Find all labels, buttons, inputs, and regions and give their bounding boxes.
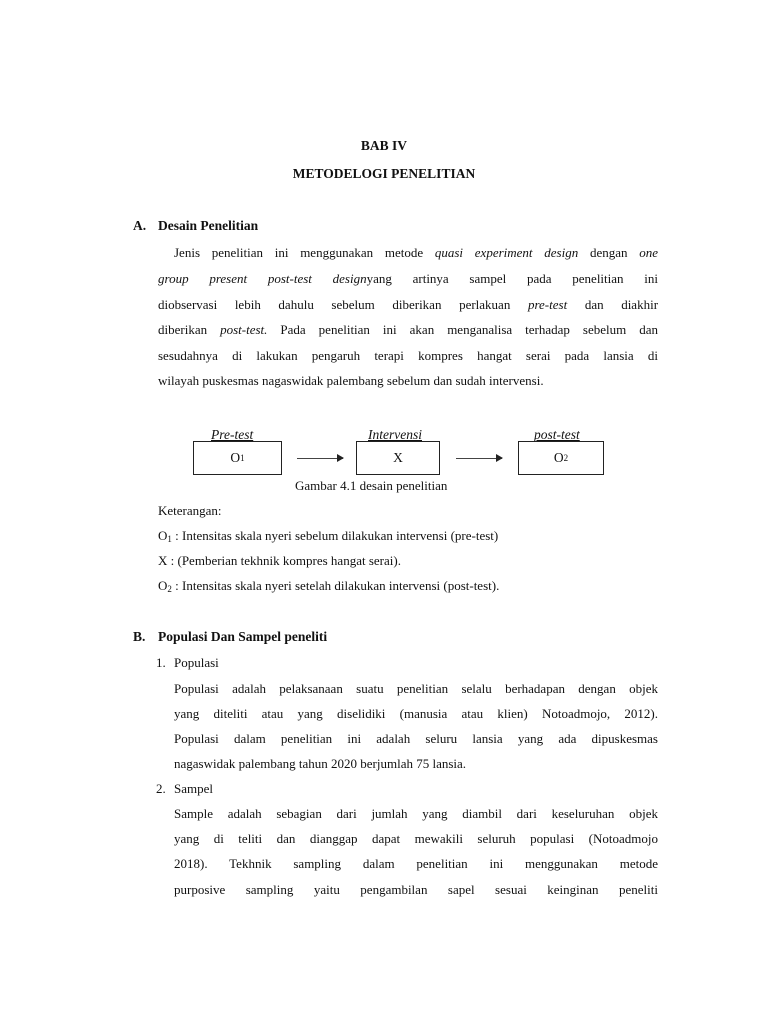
- paragraph-line: 2018). Tekhnik sampling dalam penelitian ini menggunakan metode: [174, 856, 658, 871]
- section-a-title: Desain Penelitian: [158, 218, 259, 233]
- paragraph-line: yang di teliti dan dianggap dapat mewakili seluruh populasi (Notoadmojo: [174, 831, 658, 846]
- figure-caption: Gambar 4.1 desain penelitian: [295, 478, 448, 493]
- paragraph-line: Jenis penelitian ini menggunakan metode quasi experiment design dengan one: [174, 245, 659, 260]
- paragraph-line: purposive sampling yaitu pengambilan sapel sesuai keinginan peneliti: [174, 882, 658, 897]
- label-intervensi: Intervensi: [368, 427, 422, 442]
- paragraph-line: Sample adalah sebagian dari jumlah yang diambil dari keseluruhan objek: [174, 806, 658, 821]
- section-b-label: B.: [133, 629, 146, 644]
- paragraph-line: Populasi dalam penelitian ini adalah seluru lansia yang ada dipuskesmas: [174, 731, 658, 746]
- item-1-number: 1.: [156, 655, 166, 670]
- box-o1: O 1: [193, 441, 282, 475]
- paragraph-line: group present post-test designyang artinya sampel pada penelitian ini: [158, 271, 659, 286]
- label-post-test: post-test: [534, 427, 580, 442]
- paragraph-line: diobservasi lebih dahulu sebelum diberikan perlakuan pre-test dan diakhir: [158, 297, 659, 312]
- paragraph-line: nagaswidak palembang tahun 2020 berjumlah 75 lansia.: [174, 756, 467, 771]
- box-x: X: [356, 441, 440, 475]
- section-a-label: A.: [133, 218, 147, 233]
- paragraph-line: diberikan post-test. Pada penelitian ini akan menganalisa terhadap sebelum dan: [158, 322, 659, 337]
- arrow-right-icon: [297, 458, 343, 459]
- paragraph-line: wilayah puskesmas nagaswidak palembang sebelum dan sudah intervensi.: [158, 373, 544, 388]
- keterangan-x: X : (Pemberian tekhnik kompres hangat serai).: [158, 553, 401, 568]
- item-2-title: Sampel: [174, 781, 213, 796]
- arrow-right-icon: [456, 458, 502, 459]
- chapter-title: METODELOGI PENELITIAN: [292, 166, 476, 181]
- paragraph-line: sesudahnya di lakukan pengaruh terapi kompres hangat serai pada lansia di: [158, 348, 658, 363]
- chapter-number: BAB IV: [360, 138, 408, 153]
- keterangan-title: Keterangan:: [158, 503, 222, 518]
- item-2-number: 2.: [156, 781, 166, 796]
- paragraph-line: yang diteliti atau yang diselidiki (manusia atau klien) Notoadmojo, 2012).: [174, 706, 658, 721]
- keterangan-o1: $O_1$ : Intensitas skala nyeri sebelum dilakukan intervensi (pre-test): [158, 528, 499, 544]
- section-b-title: Populasi Dan Sampel peneliti: [158, 629, 328, 644]
- label-pre-test: Pre-test: [211, 427, 254, 442]
- keterangan-o2: $O_2$ : Intensitas skala nyeri setelah dilakukan intervensi (post-test).: [158, 578, 500, 594]
- item-1-title: Populasi: [174, 655, 219, 670]
- box-o2: O 2: [518, 441, 604, 475]
- paragraph-line: Populasi adalah pelaksanaan suatu penelitian selalu berhadapan dengan objek: [174, 681, 658, 696]
